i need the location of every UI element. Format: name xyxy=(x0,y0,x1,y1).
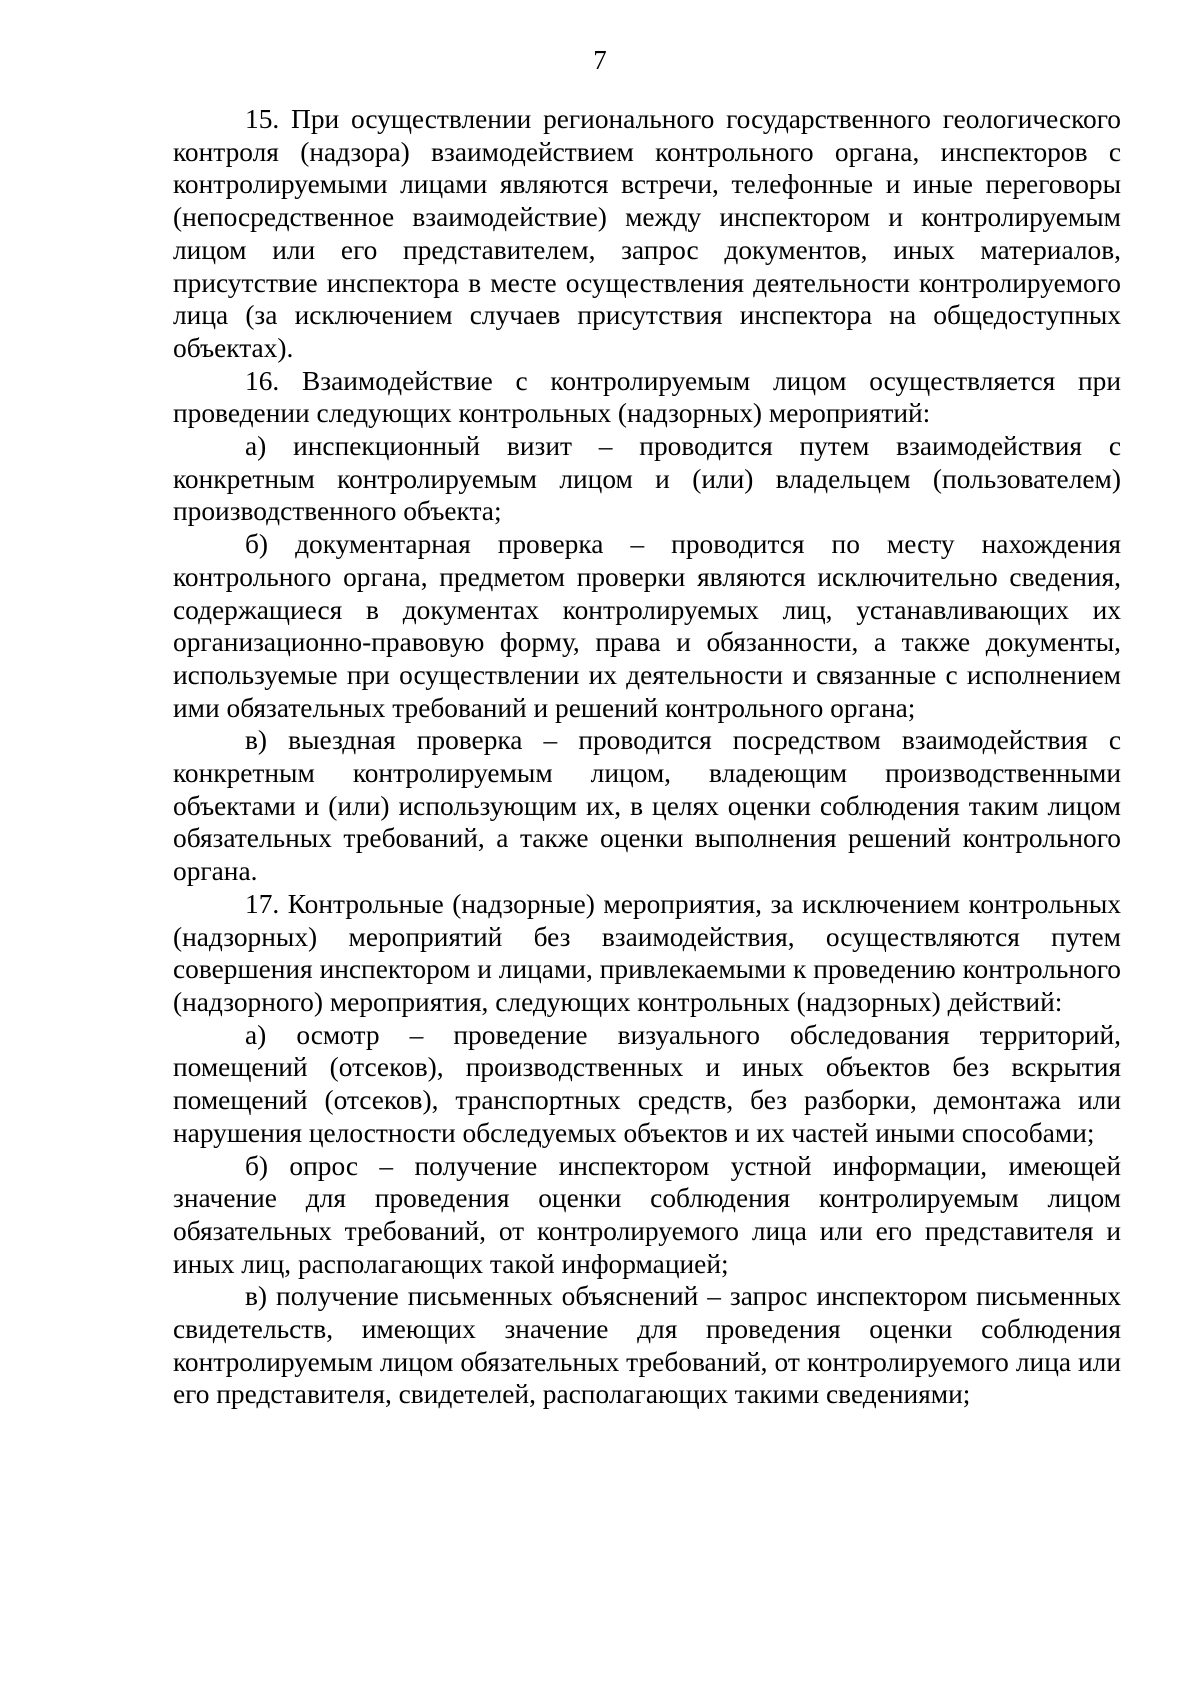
paragraph-17-v: в) получение письменных объяснений – запрос инспектором письменных свидетельств, имеющих значение для проведения оценки соблюдения контролируемым лицом обязательных требований, от контролируемого лица или его представителя, свидетелей, располагающих такими сведениями; xyxy=(173,1281,1121,1410)
paragraph-15: 15. При осуществлении регионального государственного геологического контроля (надзора) взаимодействием контрольного органа, инспекторов с контролируемыми лицами являются встречи, телефонные и иные переговоры (непосредственное взаимодействие) между инспектором и контролируемым лицом или его представителем, запрос документов, иных материалов, присутствие инспектора в месте осуществления деятельности контролируемого лица (за исключением случаев присутствия инспектора на общедоступных объектах). xyxy=(173,104,1121,363)
paragraph-16-b: б) документарная проверка – проводится по месту нахождения контрольного органа, предметом проверки являются исключительно сведения, содержащиеся в документах контролируемых лиц, устанавливающих их организационно-правовую форму, права и обязанности, а также документы, используемые при осуществлении их деятельности и связанные с исполнением ими обязательных требований и решений контрольного органа; xyxy=(173,529,1121,723)
paragraph-16: 16. Взаимодействие с контролируемым лицом осуществляется при проведении следующих контрольных (надзорных) мероприятий: xyxy=(173,365,1121,429)
document-body xyxy=(173,103,1121,1411)
paragraph-17: 17. Контрольные (надзорные) мероприятия, за исключением контрольных (надзорных) мероприятий без взаимодействия, осуществляются путем совершения инспектором и лицами, привлекаемыми к проведению контрольного (надзорного) мероприятия, следующих контрольных (надзорных) действий: xyxy=(173,888,1121,1017)
paragraph-17-a: а) осмотр – проведение визуального обследования территорий, помещений (отсеков), производственных и иных объектов без вскрытия помещений (отсеков), транспортных средств, без разборки, демонтажа или нарушения целостности обследуемых объектов и их частей иными способами; xyxy=(173,1019,1121,1148)
paragraph-16-a: а) инспекционный визит – проводится путем взаимодействия с конкретным контролируемым лицом и (или) владельцем (пользователем) производственного объекта; xyxy=(173,431,1121,527)
paragraph-17-b: б) опрос – получение инспектором устной информации, имеющей значение для проведения оценки соблюдения контролируемым лицом обязательных требований, от контролируемого лица или его представителя и иных лиц, располагающих такой информацией; xyxy=(173,1150,1121,1279)
page-number: 7 xyxy=(593,45,607,75)
paragraph-16-v: в) выездная проверка – проводится посредством взаимодействия с конкретным контролируемым лицом, владеющим производственными объектами и (или) использующим их, в целях оценки соблюдения таким лицом обязательных требований, а также оценки выполнения решений контрольного органа. xyxy=(173,725,1121,887)
